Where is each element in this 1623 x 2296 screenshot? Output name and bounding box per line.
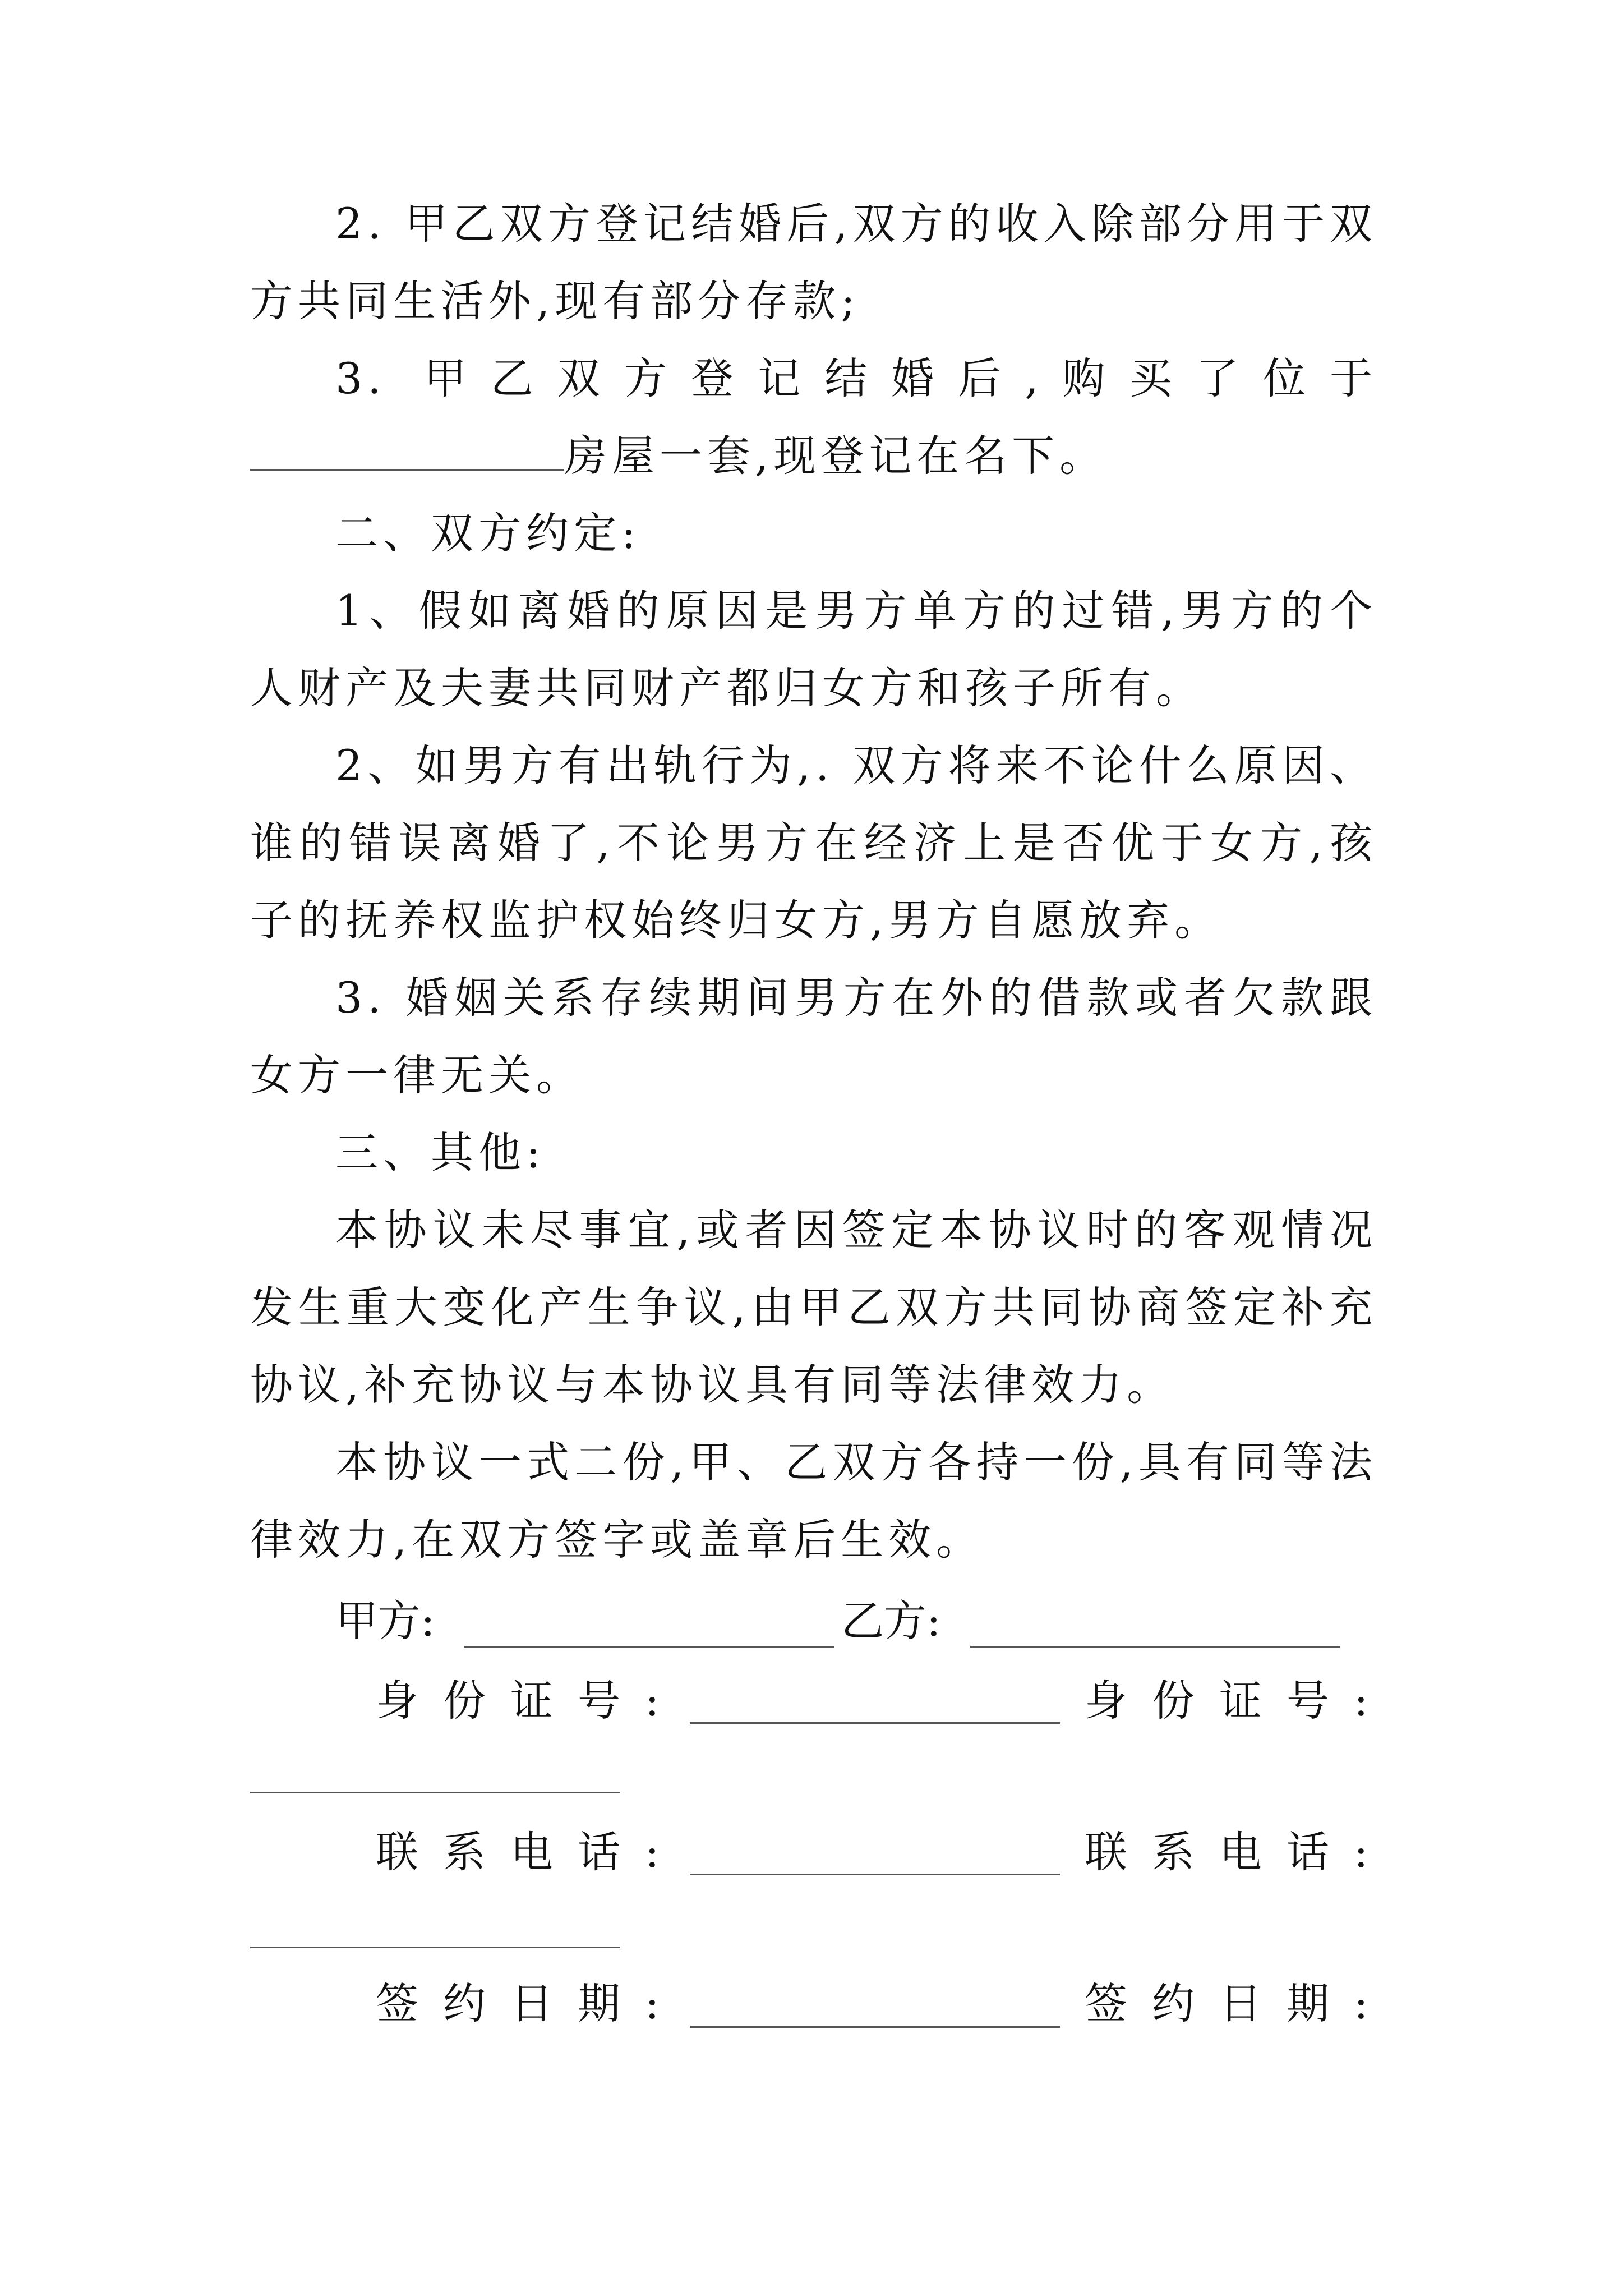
clause-debt: 3. 婚姻关系存续期间男方在外的借款或者欠款跟女方一律无关。 xyxy=(250,973,1377,1100)
date-label-a: 签约日期: xyxy=(376,1978,684,2028)
phone-label-a: 联系电话: xyxy=(376,1827,684,1877)
party-a-label: 甲方: xyxy=(335,1596,435,1646)
id-label-a: 身份证号: xyxy=(376,1676,684,1726)
clause-supplement: 本协议未尽事宜,或者因签定本协议时的客观情况发生重大变化产生争议,由甲乙双方共同协商签定补充协议,补充协议与本协议具有同等法律效力。 xyxy=(250,1205,1377,1410)
document-body xyxy=(250,185,1377,1579)
clause-savings: 2. 甲乙双方登记结婚后,双方的收入除部分用于双方共同生活外,现有部分存款; xyxy=(250,199,1377,326)
date-blank-a[interactable] xyxy=(690,2026,1060,2028)
id-blank-b[interactable] xyxy=(250,1792,620,1793)
date-label-b: 签约日期: xyxy=(1085,1978,1393,2028)
id-label-b: 身份证号: xyxy=(1085,1676,1393,1726)
clause-custody: 2、如男方有出轨行为,. 双方将来不论什么原因、谁的错误离婚了,不论男方在经济上是否优于女方,孩子的抚养权监护权始终归女方,男方自愿放弃。 xyxy=(250,740,1377,945)
clause-copies: 本协议一式二份,甲、乙双方各持一份,具有同等法律效力,在双方签字或盖章后生效。 xyxy=(250,1437,1377,1565)
clause-house-prefix: 3. 甲乙双方登记结婚后,购买了位于 xyxy=(335,353,1377,403)
clause-fault: 1、假如离婚的原因是男方单方的过错,男方的个人财产及夫妻共同财产都归女方和孩子所有。 xyxy=(250,586,1377,713)
party-b-label: 乙方: xyxy=(841,1596,941,1646)
section-heading-agreement: 二、双方约定: xyxy=(335,508,641,558)
party-a-blank[interactable] xyxy=(464,1646,834,1648)
phone-blank-a[interactable] xyxy=(690,1874,1060,1875)
phone-blank-b[interactable] xyxy=(250,1947,620,1948)
party-b-blank[interactable] xyxy=(970,1646,1340,1648)
phone-label-b: 联系电话: xyxy=(1085,1827,1393,1877)
clause-house xyxy=(250,340,1377,495)
section-heading-other: 三、其他: xyxy=(335,1128,546,1177)
clause-house-suffix: 房屋一套,现登记在名下。 xyxy=(564,431,1108,481)
house-location-blank[interactable] xyxy=(250,429,564,471)
id-blank-a[interactable] xyxy=(690,1722,1060,1724)
